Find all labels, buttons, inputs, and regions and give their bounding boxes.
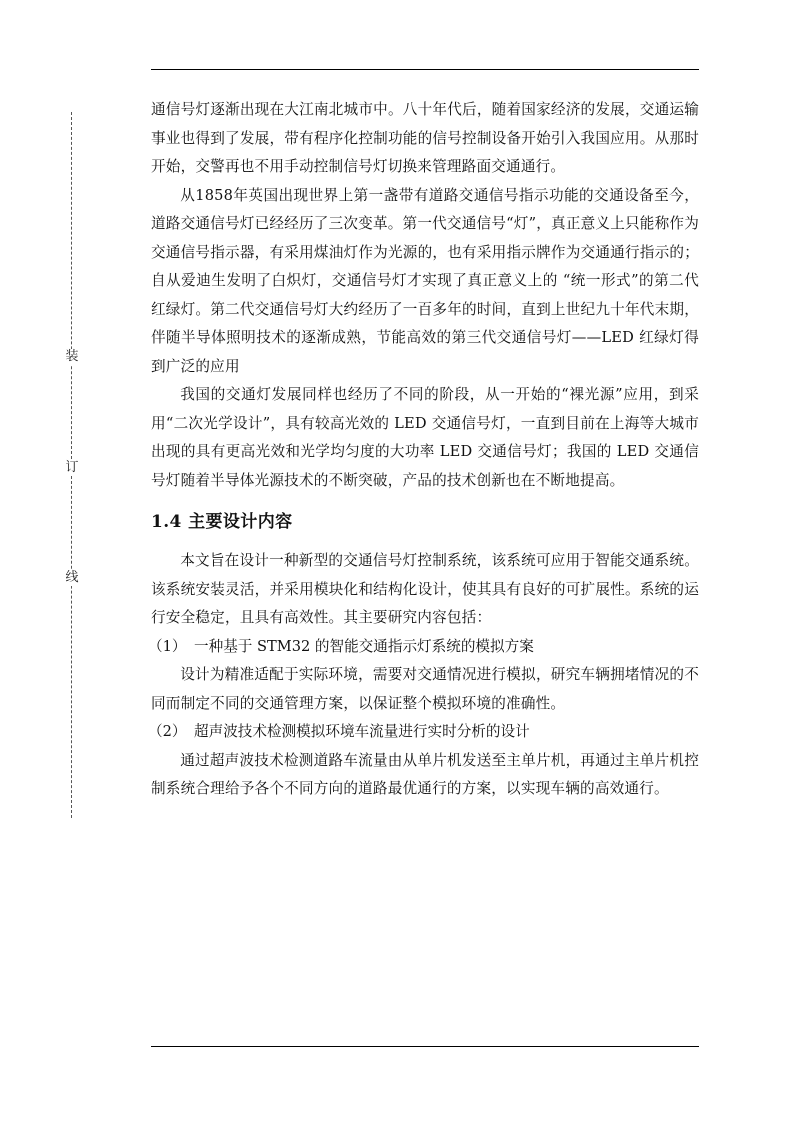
footer-rule — [151, 1046, 699, 1047]
list-item-2-number: （2） — [148, 723, 187, 740]
list-item-1-text: 一种基于 STM32 的智能交通指示灯系统的模拟方案 — [194, 637, 534, 655]
header-rule — [151, 69, 699, 70]
list-item-1-number: （1） — [148, 637, 187, 655]
list-item-2 — [148, 718, 699, 747]
list-item-2-text: 超声波技术检测模拟环境车流量进行实时分析的设计 — [194, 723, 530, 740]
paragraph-ultrasonic: 通过超声波技术检测道路车流量由从单片机发送至主单片机，再通过主单片机控制系统合理给予各个不同方向的道路最优通行的方案，以实现车辆的高效通行。 — [151, 751, 699, 797]
binding-mark-xian: 线 — [63, 570, 81, 586]
page-body — [148, 96, 699, 804]
paragraph-china-development: 我国的交通灯发展同样也经历了不同的阶段，从一开始的“裸光源”应用，到采用“二次光学设计”，具有较高光效的 LED 交通信号灯，一直到目前在上海等大城市出现的具有更高光效和光学均匀度的大功率 LED 交通信号灯；我国的 LED 交通信号灯随着半导体光源技术的不断突破，产品的技术创新也在不断地提高。 — [151, 386, 699, 489]
paragraph-history: 从1858年英国出现世界上第一盏带有道路交通信号指示功能的交通设备至今，道路交通信号灯已经经历了三次变革。第一代交通信号“灯”，真正意义上只能称作为交通信号指示器，有采用煤油灯作为光源的，也有采用指示牌作为交通通行指示的；自从爱迪生发明了白炽灯，交通信号灯才实现了真正意义上的 “统一形式”的第二代红绿灯。第二代交通信号灯大约经历了一百多年的时间，直到上世纪九十年代末期，伴随半导体照明技术的逐渐成熟，节能高效的第三代交通信号灯——LED 红绿灯得到广泛的应用 — [151, 186, 699, 375]
paragraph-design-overview: 本文旨在设计一种新型的交通信号灯控制系统，该系统可应用于智能交通系统。该系统安装灵活，并采用模块化和结构化设计，使其具有良好的可扩展性。系统的运行安全稳定，且具有高效性。其主要研究内容包括： — [151, 552, 699, 626]
list-item-1 — [148, 633, 699, 662]
paragraph-simulation: 设计为精准适配于实际环境，需要对交通情况进行模拟，研究车辆拥堵情况的不同而制定不同的交通管理方案，以保证整个模拟环境的准确性。 — [151, 666, 699, 712]
binding-mark-ding: 订 — [63, 460, 81, 476]
binding-mark-zhuang: 装 — [63, 349, 81, 365]
section-heading: 1.4 主要设计内容 — [151, 512, 293, 532]
paragraph-intro-continuation: 通信号灯逐渐出现在大江南北城市中。八十年代后，随着国家经济的发展，交通运输事业也得到了发展，带有程序化控制功能的信号控制设备开始引入我国应用。从那时开始，交警再也不用手动控制信号灯切换来管理路面交通通行。 — [151, 101, 699, 175]
